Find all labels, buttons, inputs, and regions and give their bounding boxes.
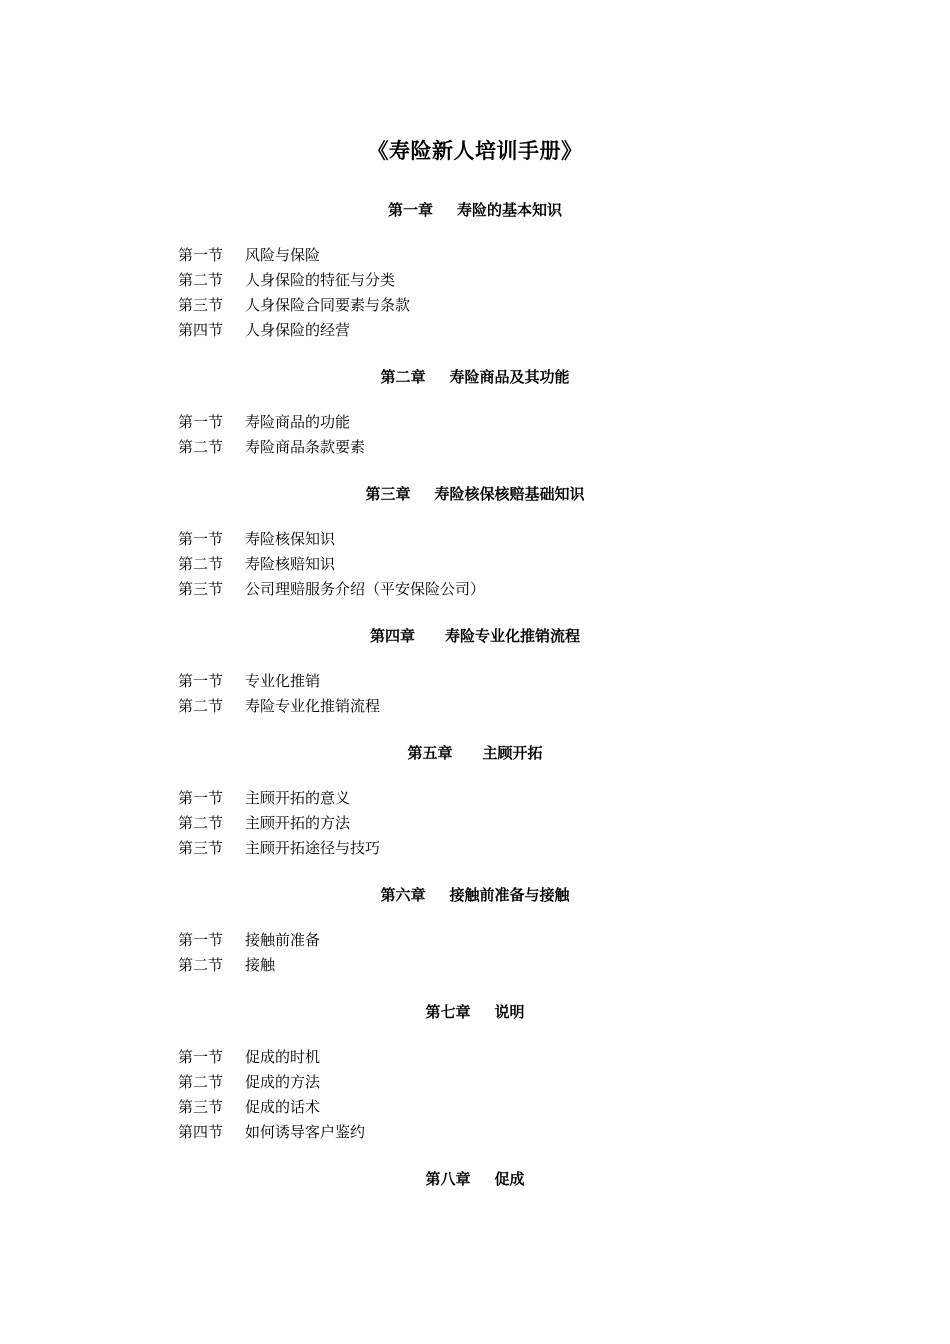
section-number: 第一节 xyxy=(178,413,224,431)
chapter-heading xyxy=(0,480,950,508)
section-item xyxy=(178,410,950,435)
section-title: 接触前准备 xyxy=(245,931,321,949)
section-number: 第二节 xyxy=(178,438,224,456)
chapter-heading xyxy=(0,881,950,909)
chapter-title: 主顾开拓 xyxy=(482,744,543,762)
section-title: 寿险核赔知识 xyxy=(245,555,336,573)
section-item xyxy=(178,1045,950,1070)
section-item xyxy=(178,318,950,343)
chapter-number: 第四章 xyxy=(369,627,415,645)
section-title: 促成的方法 xyxy=(245,1073,321,1091)
section-title: 寿险商品的功能 xyxy=(245,413,351,431)
chapter-title: 寿险核保核赔基础知识 xyxy=(434,485,585,503)
chapter-title: 寿险专业化推销流程 xyxy=(445,627,581,645)
chapter-8 xyxy=(0,1165,950,1193)
section-item xyxy=(178,669,950,694)
chapter-3 xyxy=(0,480,950,602)
section-number: 第三节 xyxy=(178,296,224,314)
section-item xyxy=(178,577,950,602)
section-item xyxy=(178,527,950,552)
chapter-heading xyxy=(0,196,950,224)
section-title: 人身保险合同要素与条款 xyxy=(245,296,411,314)
section-list xyxy=(178,410,950,460)
section-number: 第一节 xyxy=(178,789,224,807)
document-title: 《寿险新人培训手册》 xyxy=(367,138,583,163)
section-item xyxy=(178,435,950,460)
section-item xyxy=(178,786,950,811)
section-number: 第三节 xyxy=(178,580,224,598)
chapter-heading xyxy=(0,363,950,391)
section-title: 促成的话术 xyxy=(245,1098,321,1116)
section-item xyxy=(178,1095,950,1120)
section-item xyxy=(178,953,950,978)
section-item xyxy=(178,811,950,836)
section-title: 主顾开拓的方法 xyxy=(245,814,351,832)
chapter-number: 第二章 xyxy=(380,368,426,386)
section-number: 第二节 xyxy=(178,1073,224,1091)
chapter-heading xyxy=(0,739,950,767)
section-title: 人身保险的特征与分类 xyxy=(245,271,396,289)
section-title: 寿险核保知识 xyxy=(245,530,336,548)
section-list xyxy=(178,786,950,861)
section-title: 接触 xyxy=(245,956,276,974)
section-item xyxy=(178,836,950,861)
chapter-number: 第五章 xyxy=(407,744,453,762)
chapter-heading xyxy=(0,622,950,650)
section-title: 人身保险的经营 xyxy=(245,321,351,339)
section-title: 专业化推销 xyxy=(245,672,321,690)
section-number: 第一节 xyxy=(178,1048,224,1066)
section-number: 第一节 xyxy=(178,672,224,690)
chapter-title: 促成 xyxy=(494,1170,525,1188)
chapter-title: 接触前准备与接触 xyxy=(449,886,570,904)
section-item xyxy=(178,552,950,577)
section-title: 主顾开拓途径与技巧 xyxy=(245,839,381,857)
section-number: 第四节 xyxy=(178,321,224,339)
section-title: 风险与保险 xyxy=(245,246,321,264)
section-item xyxy=(178,1070,950,1095)
section-title: 公司理赔服务介绍（平安保险公司） xyxy=(245,580,486,598)
chapter-1 xyxy=(0,196,950,343)
chapter-2 xyxy=(0,363,950,460)
section-title: 促成的时机 xyxy=(245,1048,321,1066)
section-title: 寿险商品条款要素 xyxy=(245,438,366,456)
section-number: 第二节 xyxy=(178,956,224,974)
section-number: 第一节 xyxy=(178,246,224,264)
section-list xyxy=(178,1045,950,1145)
section-title: 寿险专业化推销流程 xyxy=(245,697,381,715)
section-list xyxy=(178,669,950,719)
section-list xyxy=(178,243,950,343)
table-of-contents xyxy=(0,196,950,1212)
section-item xyxy=(178,1120,950,1145)
section-number: 第三节 xyxy=(178,839,224,857)
section-item xyxy=(178,293,950,318)
section-item xyxy=(178,268,950,293)
chapter-heading xyxy=(0,998,950,1026)
chapter-number: 第一章 xyxy=(387,201,433,219)
section-number: 第三节 xyxy=(178,1098,224,1116)
chapter-6 xyxy=(0,881,950,978)
section-number: 第二节 xyxy=(178,697,224,715)
chapter-number: 第三章 xyxy=(365,485,411,503)
chapter-number: 第六章 xyxy=(380,886,426,904)
section-number: 第四节 xyxy=(178,1123,224,1141)
section-item xyxy=(178,243,950,268)
section-list xyxy=(178,527,950,602)
section-number: 第二节 xyxy=(178,271,224,289)
section-item xyxy=(178,928,950,953)
chapter-title: 说明 xyxy=(494,1003,525,1021)
section-list xyxy=(178,928,950,978)
chapter-5 xyxy=(0,739,950,861)
chapter-title: 寿险的基本知识 xyxy=(457,201,563,219)
chapter-number: 第八章 xyxy=(425,1170,471,1188)
chapter-7 xyxy=(0,998,950,1145)
chapter-number: 第七章 xyxy=(425,1003,471,1021)
section-title: 主顾开拓的意义 xyxy=(245,789,351,807)
section-item xyxy=(178,694,950,719)
section-number: 第一节 xyxy=(178,530,224,548)
section-number: 第二节 xyxy=(178,555,224,573)
chapter-title: 寿险商品及其功能 xyxy=(449,368,570,386)
chapter-4 xyxy=(0,622,950,719)
section-title: 如何诱导客户鉴约 xyxy=(245,1123,366,1141)
chapter-heading xyxy=(0,1165,950,1193)
section-number: 第二节 xyxy=(178,814,224,832)
section-number: 第一节 xyxy=(178,931,224,949)
